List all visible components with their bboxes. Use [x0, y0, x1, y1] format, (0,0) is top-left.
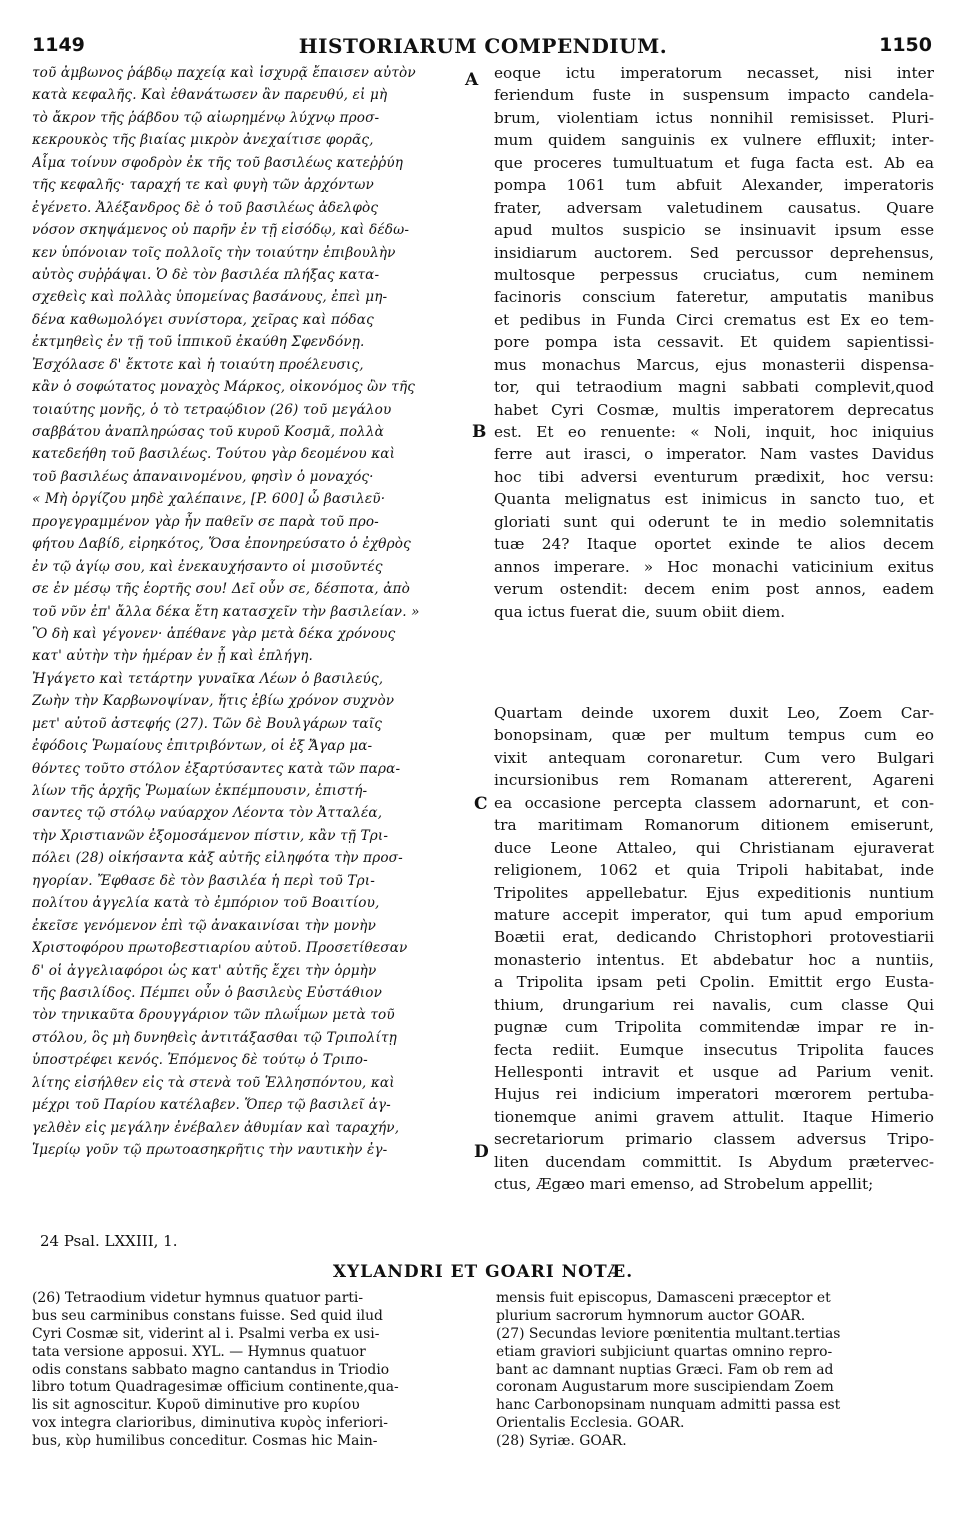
text-line: mus monachus Marcus, ejus monasterii dispensa- — [494, 355, 934, 374]
text-line: vixit antequam coronaretur. Cum vero Bulgari — [494, 748, 934, 767]
text-line: σαντες τῷ στόλῳ ναύαρχον Λέοντα τὸν Ἀτταλέα, — [32, 805, 383, 822]
text-line: τῆς βασιλίδος. Πέμπει οὖν ὁ βασιλεὺς Εὐστάθιον — [32, 984, 383, 1001]
text-line: φήτου Δαβίδ, εἰρηκότος, Ὅσα ἐπονηρεύσατο ὁ ἐχθρὸς — [32, 536, 411, 553]
text-line: que proceres tumultuatum et fuga facta est. Ab ea — [494, 153, 934, 172]
text-line: annos imperare. » Hoc monachi vaticinium exitus — [494, 557, 934, 576]
text-line: mensis fuit episcopus, Damasceni præceptor et — [496, 1290, 831, 1306]
text-line: fecta rediit. Eumque insecutus Tripolita fauces — [494, 1040, 934, 1059]
text-line: κεκρουκὸς τῆς βιαίας μικρὸν ἀνεχαίτισε φορᾶς, — [32, 132, 374, 149]
text-line: Cyri Cosmæ sit, viderint al i. Psalmi verba ex usi- — [32, 1325, 380, 1342]
text-line: ηγορίαν. Ἔφθασε δὲ τὸν βασιλέα ἡ περὶ τοῦ Τρι- — [32, 872, 375, 889]
text-line: Hujus rei indicium imperatori mœrorem pertuba- — [494, 1085, 934, 1104]
text-line: coronam Augustarum more suscipiendam Zoem — [496, 1379, 834, 1396]
text-line: μετ' αὐτοῦ ἀστεφής (27). Τῶν δὲ Βουλγάρων ταῖς — [32, 715, 382, 732]
text-line: κατὰ κεφαλῆς. Καὶ ἐθανάτωσεν ἂν παρευθύ, εἰ μὴ — [32, 87, 388, 104]
text-line: τοῦ βασιλέως ἀπαναινομένου, φησὶν ὁ μοναχός· — [32, 468, 374, 485]
text-line: gloriati sunt qui oderunt te in medio solemnitatis — [494, 512, 934, 531]
text-line: Quartam deinde uxorem duxit Leo, Zoem Car- — [494, 704, 934, 722]
text-line: μέχρι τοῦ Παρίου κατέλαβεν. Ὅπερ τῷ βασιλεῖ ἀγ- — [32, 1097, 391, 1114]
text-line: δ' οἱ ἀγγελιαφόροι ὡς κατ' αὐτῆς ἔχει τὴν ὁρμὴν — [32, 962, 377, 979]
text-line: vox integra clarioribus, diminutiva κυρὸς inferiori- — [32, 1415, 388, 1432]
text-line: pompa 1061 tum abfuit Alexander, imperatoris — [494, 176, 934, 195]
text-line: Hellesponti intravit et usque ad Parium venit. — [494, 1063, 934, 1081]
text-line: Ὃ δὴ καὶ γέγονεν· ἀπέθανε γὰρ μετὰ δέκα χρόνους — [32, 625, 396, 642]
text-line: αὐτὸς συῤῥάψαι. Ὁ δὲ τὸν βασιλέα πλήξας κατα- — [32, 266, 380, 283]
text-line: est. Et eo renuente: « Noli, inquit, hoc iniquius — [494, 423, 934, 441]
text-line: Ἐσχόλασε δ' ἔκτοτε καὶ ἡ τοιαύτη προέλευσις, — [32, 356, 364, 373]
text-line: mum quidem sanguinis ex vulnere effluxit; inter- — [494, 131, 934, 150]
text-line: Orientalis Ecclesia. GOAR. — [496, 1415, 685, 1432]
text-line: ἐφόδοις Ῥωμαίους ἐπιτριβόντων, οἱ ἐξ Ἄγαρ μα- — [32, 738, 373, 755]
text-line: bus seu carminibus constans fuisse. Sed quid ilud — [32, 1307, 383, 1324]
text-line: eoque ictu imperatorum necasset, nisi inter — [494, 64, 934, 82]
notes-right-column — [496, 1290, 936, 1451]
text-line: qua ictus fuerat die, suum obiit diem. — [494, 602, 786, 621]
text-line: τὴν Χριστιανῶν ἐξομοσάμενον πίστιν, κἂν τῇ Τρι- — [32, 827, 389, 844]
text-line: liten ducendam committit. Is Abydum prætervec- — [494, 1152, 934, 1171]
text-line: λίων τῆς ἀρχῆς Ῥωμαίων ἐκπέμπουσιν, ἐπιστή- — [32, 783, 368, 799]
text-line: Ἠγάγετο καὶ τετάρτην γυναῖκα Λέων ὁ βασιλεύς, — [32, 670, 384, 687]
text-line: apud multos suspicio se insinuavit ipsum esse — [494, 221, 934, 240]
text-line: incursionibus rem Romanam attererent, Agareni — [494, 771, 934, 790]
text-line: κεν ὑπόνοιαν τοῖς πολλοῖς τὴν τοιαύτην ἐπιβουλὴν — [32, 244, 396, 261]
text-line: ctus, Ægæo mari emenso, ad Strobelum appellit; — [494, 1175, 874, 1194]
latin-text-column-bottom — [494, 702, 934, 1196]
text-line: (26) Tetraodium videtur hymnus quatuor parti- — [32, 1290, 364, 1306]
text-line: σχεθεὶς καὶ πολλὰς ὑπομείνας βασάνους, ἐπεὶ μη- — [32, 289, 388, 306]
margin-marker-c: C — [474, 794, 488, 814]
text-line: bonopsinam, quæ per multum tempus cum eo — [494, 726, 934, 745]
text-line: δένα καθωμολόγει συνίστορα, χεῖρας καὶ πόδας — [32, 311, 374, 328]
text-line: mature accepit imperator, qui tum apud emporium — [494, 905, 934, 924]
text-line: ἐγένετο. Ἀλέξανδρος δὲ ὁ τοῦ βασιλέως ἀδελφὸς — [32, 199, 379, 216]
text-line: σε ἐν μέσῳ τῆς ἑορτῆς σου! Δεῖ οὖν σε, δέσποτα, ἀπὸ — [32, 581, 410, 598]
text-line: duce Leone Attaleo, qui Christianam ejuraverat — [494, 838, 934, 857]
latin-text-column-top — [494, 62, 934, 623]
text-line: ferre aut irasci, o imperator. Nam vastes Davidus — [494, 445, 934, 464]
text-line: κατεδεήθη τοῦ βασιλέως. Τούτου γὰρ δεομένου καὶ — [32, 446, 396, 463]
text-line: ἐν τῷ ἁγίῳ σου, καὶ ἐνεκαυχήσαντο οἱ μισοῦντές — [32, 558, 383, 575]
running-title: HISTORIARUM COMPENDIUM. — [298, 34, 668, 58]
text-line: ἐκεῖσε γενόμενον ἐπὶ τῷ ἀνακαινίσαι τὴν μονὴν — [32, 917, 377, 934]
text-line: (28) Syriæ. GOAR. — [496, 1433, 627, 1450]
notes-left-column — [32, 1290, 482, 1451]
text-line: monasterio intentus. Et abdebatur hoc a nuntiis, — [494, 950, 934, 969]
text-line: Χριστοφόρου πρωτοβεστιαρίου αὐτοῦ. Προσετίθεσαν — [32, 940, 408, 957]
text-line: odis constans sabbato magno cantandus in Triodio — [32, 1361, 390, 1378]
text-line: κατ' αὐτὴν τὴν ἡμέραν ἐν ᾗ καὶ ἐπλήγη. — [32, 648, 314, 665]
text-line: ὑποστρέφει κενός. Ἑπόμενος δὲ τούτῳ ὁ Τριπο- — [32, 1052, 368, 1069]
text-line: verum ostendit: decem enim post annos, eadem — [494, 580, 934, 599]
text-line: tuæ 24? Itaque oportet exinde te alios decem — [494, 535, 934, 554]
text-line: et pedibus in Funda Circi crematus est Ex eo tem- — [494, 310, 934, 329]
text-line: νόσον σκηψάμενος οὐ παρῆν ἐν τῇ εἰσόδῳ, καὶ δέδω- — [32, 222, 410, 239]
text-line: hoc tibi adversi eventurum prædixit, hoc versu: — [494, 467, 934, 486]
text-line: tor, qui tetraodium magni sabbati complevit,quod — [494, 378, 934, 397]
text-line: σαββάτου ἀναπληρώσας τοῦ κυροῦ Κοσμᾶ, πολλὰ — [32, 424, 384, 440]
text-line: religionem, 1062 et quia Tripoli habitabat, inde — [494, 861, 934, 880]
text-line: τοῦ νῦν ἐπ' ἄλλα δέκα ἔτη κατασχεῖν τὴν βασιλείαν. » — [32, 603, 420, 620]
text-line: thium, drungarium rei navalis, cum classe Qui — [494, 995, 934, 1014]
text-line: Ζωὴν τὴν Καρβωνοψίναν, ἥτις ἐβίω χρόνον συχνὸν — [32, 693, 395, 710]
text-line: Quanta melignatus est inimicus in sancto tuo, et — [494, 490, 934, 509]
text-line: tionemque animi gravem attulit. Itaque Himerio — [494, 1107, 934, 1126]
text-line: Tripolites appellebatur. Ejus expeditionis nuntium — [494, 883, 934, 902]
text-line: etiam graviori subjiciunt quartas omnino repro- — [496, 1343, 833, 1360]
notes-heading: XYLANDRI ET GOARI NOTÆ. — [332, 1262, 634, 1282]
text-line: Boætii erat, dedicando Christophori protovestiarii — [494, 928, 934, 947]
text-line: bus, κὺρ humilibus conceditur. Cosmas hic Main- — [32, 1433, 378, 1450]
text-line: libro totum Quadragesimæ officium continente,qua- — [32, 1379, 399, 1396]
text-line: Αἷμα τοίνυν σφοδρὸν ἐκ τῆς τοῦ βασιλέως κατεῤῥύη — [32, 154, 404, 171]
text-line: brum, violentiam ictus nonnihil remisisset. Pluri- — [494, 108, 934, 127]
text-line: ea occasione percepta classem adornarunt, et con- — [494, 793, 934, 812]
greek-text-column — [32, 62, 487, 1161]
margin-marker-b: B — [472, 422, 487, 442]
text-line: feriendum fuste in suspensum impacto candela- — [494, 86, 934, 105]
text-line: plurium sacrorum hymnorum auctor GOAR. — [496, 1307, 806, 1324]
footnote-reference: 24 Psal. LXXIII, 1. — [40, 1232, 178, 1250]
text-line: πολίτου ἀγγελία κατὰ τὸ ἐμπόριον τοῦ Βοαιτίου, — [32, 895, 380, 912]
text-line: τὸ ἄκρον τῆς ῥάβδου τῷ αἰωρημένῳ λύχνῳ προσ- — [32, 109, 380, 126]
page-number-left: 1149 — [32, 34, 85, 56]
text-line: a Tripolita ipsam peti Cpolin. Emittit ergo Eusta- — [494, 973, 934, 992]
text-line: Ἱμερίῳ γοῦν τῷ πρωτοασηκρῆτις τὴν ναυτικὴν ἐγ- — [32, 1142, 388, 1158]
text-line: multosque perpessus cruciatus, cum neminem — [494, 265, 934, 284]
text-line: τῆς κεφαλῆς· ταραχή τε καὶ φυγὴ τῶν ἀρχόντων — [32, 177, 374, 194]
text-line: pugnæ cum Tripolita commitendæ impar re in- — [494, 1018, 934, 1037]
text-line: γελθὲν εἰς μεγάλην ἐνέβαλεν ἀθυμίαν καὶ ταραχήν, — [32, 1119, 400, 1136]
text-line: pore pompa ista cessavit. Et quidem sapientissi- — [494, 333, 934, 352]
text-line: facinoris conscium fateretur, amputatis manibus — [494, 288, 934, 307]
text-line: πόλει (28) οἰκήσαντα κἀξ αὐτῆς εἰληφότα τὴν προσ- — [32, 850, 403, 867]
text-line: κἂν ὁ σοφώτατος μοναχὸς Μάρκος, οἰκονόμος ὢν τῆς — [32, 379, 416, 396]
margin-marker-a: A — [465, 70, 479, 90]
text-line: προγεγραμμένον γὰρ ἦν παθεῖν σε παρὰ τοῦ προ- — [32, 513, 379, 530]
margin-marker-d: D — [474, 1142, 489, 1162]
text-line: λίτης εἰσήλθεν εἰς τὰ στενὰ τοῦ Ἑλλησπόντου, καὶ — [32, 1074, 395, 1091]
page-number-right: 1150 — [879, 34, 932, 56]
text-line: στόλου, ὃς μὴ δυνηθεὶς ἀντιτάξασθαι τῷ Τριπολίτῃ — [32, 1029, 397, 1046]
text-line: frater, adversam valetudinem causatus. Quare — [494, 198, 934, 217]
text-line: τὸν τηνικαῦτα δρουγγάριον τῶν πλωΐμων μετὰ τοῦ — [32, 1007, 395, 1024]
text-line: secretariorum primario classem adversus Tripo- — [494, 1130, 934, 1149]
text-line: « Μὴ ὀργίζου μηδὲ χαλέπαινε, [P. 600] ὦ βασιλεῦ· — [32, 491, 386, 508]
text-line: tra maritimam Romanorum ditionem emiserunt, — [494, 816, 934, 835]
text-line: τοῦ ἀμβωνος ῥάβδῳ παχείᾳ καὶ ἰσχυρᾷ ἔπαισεν αὐτὸν — [32, 65, 416, 81]
text-line: (27) Secundas leviore pœnitentia multant.tertias — [496, 1325, 841, 1342]
text-line: tata versione apposui. XYL. — Hymnus quatuor — [32, 1343, 366, 1360]
text-line: θόντες τοῦτο στόλον ἐξαρτύσαντες κατὰ τῶν παρα- — [32, 760, 401, 777]
text-line: bant ac damnant nuptias Græci. Fam ob rem ad — [496, 1361, 834, 1378]
text-line: τοιαύτης μονῆς, ὁ τὸ τετραῴδιον (26) τοῦ μεγάλου — [32, 401, 392, 418]
text-line: insidiarum auctorem. Sed percussor deprehensus, — [494, 243, 934, 262]
text-line: ἐκτμηθεὶς ἐν τῇ τοῦ ἱππικοῦ ἐκαύθη Σφενδόνῃ. — [32, 334, 365, 351]
running-header — [0, 34, 966, 58]
text-line: lis sit agnoscitur. Κυροῦ diminutive pro κυρίου — [32, 1397, 360, 1414]
text-line: habet Cyri Cosmæ, multis imperatorem deprecatus — [494, 400, 934, 419]
text-line: hanc Carbonopsinam nunquam admitti passa est — [496, 1397, 841, 1414]
